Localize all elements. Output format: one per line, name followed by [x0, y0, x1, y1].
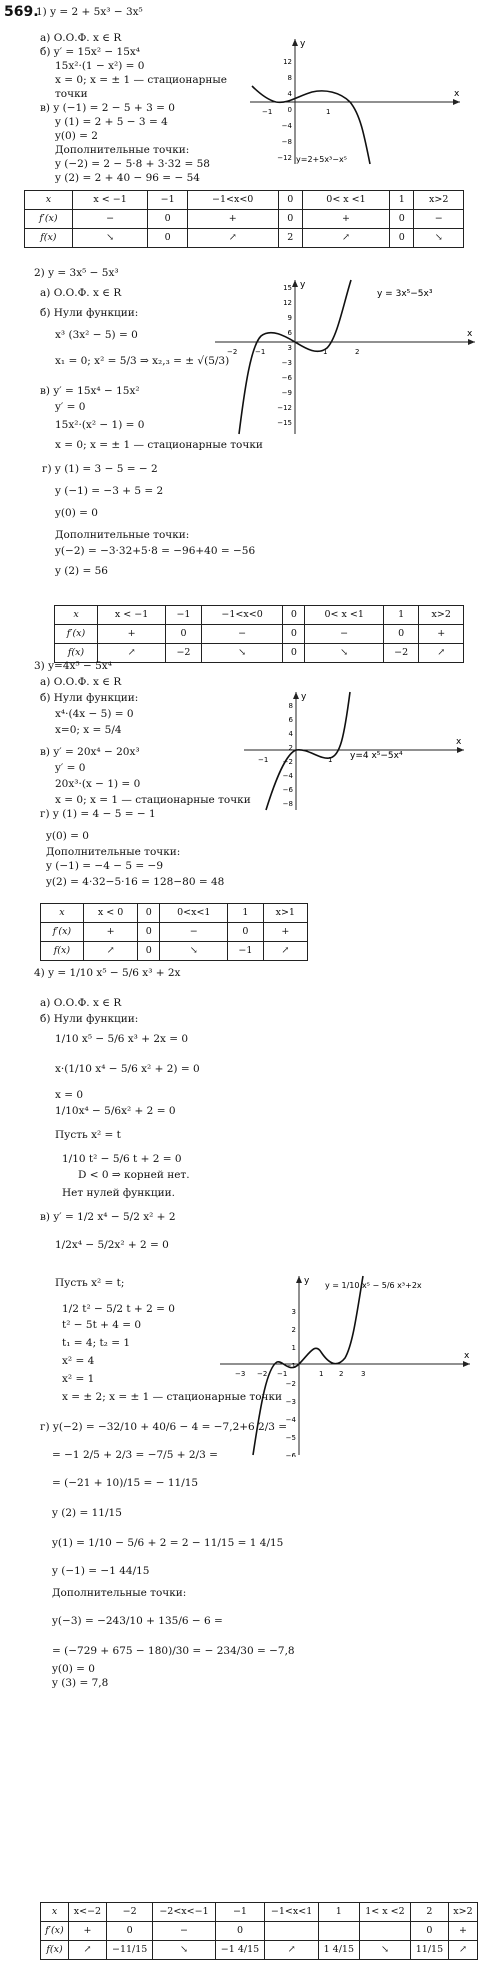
p3-cell: ↗: [83, 942, 138, 961]
p4-ytick: −4: [285, 1416, 296, 1424]
p4-ytick: −6: [285, 1452, 296, 1457]
p4-curve: [253, 1276, 366, 1455]
p4-xtick: 2: [339, 1370, 344, 1378]
p1-row: [25, 191, 464, 210]
p1-cell: −1: [148, 191, 187, 210]
p2-cell: −: [201, 625, 283, 644]
p4-line: t₁ = 4; t₂ = 1: [62, 1337, 131, 1349]
p4-cell: x>2: [448, 1903, 477, 1922]
p4-xtick: −2: [257, 1370, 268, 1378]
p1-line: y (−2) = 2 − 5·8 + 3·32 = 58: [55, 158, 210, 170]
p3-cell: −: [160, 923, 228, 942]
p1-curve: [252, 86, 370, 164]
p1-axis-x: x: [454, 89, 460, 99]
p3-line: x = 0; x = 1 — стационарные точки: [55, 794, 251, 806]
p2-graph: [205, 276, 483, 436]
p4-line: y(0) = 0: [52, 1663, 95, 1675]
p4-cell: f(x): [41, 1941, 69, 1960]
p2-cell: ↘: [201, 644, 283, 663]
p3-ytick: 8: [288, 702, 293, 710]
p4-line: Пусть x² = t;: [55, 1277, 125, 1289]
p4-cell: 0: [411, 1922, 449, 1941]
p1-cell: f(x): [25, 229, 73, 248]
p2-line: y (−1) = −3 + 5 = 2: [55, 485, 164, 497]
p1-cell: 1: [390, 191, 414, 210]
p2-line: x = 0; x = ± 1 — стационарные точки: [55, 439, 263, 451]
p1-cell: 0: [148, 229, 187, 248]
p2-ytick: 9: [287, 314, 292, 322]
p4-line: Нет нулей функции.: [62, 1187, 175, 1199]
p3-cell: 0<x<1: [160, 904, 228, 923]
p1-ytick: 4: [287, 90, 292, 98]
p2-xtick: 1: [323, 348, 328, 356]
p4-line: y(−3) = −243/10 + 135/6 − 6 =: [52, 1615, 223, 1627]
p2-cell: 0: [283, 625, 305, 644]
p1-row: [25, 229, 464, 248]
p2-cell: 0: [166, 625, 202, 644]
p4-cell: x<−2: [69, 1903, 107, 1922]
p4-cell: −2: [106, 1903, 153, 1922]
p3-graph: [236, 688, 471, 813]
p4-sign-table: [40, 1902, 478, 1960]
p1-cell: ↘: [72, 229, 148, 248]
p2-line: в) y′ = 15x⁴ − 15x²: [40, 385, 140, 397]
p2-cell: x: [55, 606, 98, 625]
p2-cell: ↗: [98, 644, 166, 663]
p4-line: = (−21 + 10)/15 = − 11/15: [52, 1477, 199, 1489]
p3-line: x⁴·(4x − 5) = 0: [55, 708, 134, 720]
problem-number: 569.: [4, 4, 39, 20]
p4-line: Пусть x² = t: [55, 1129, 121, 1141]
p2-sign-table: [54, 605, 464, 663]
p4-cell: 0: [106, 1922, 153, 1941]
p4-cell: −2<x<−1: [153, 1903, 215, 1922]
p4-cell: 0: [215, 1922, 265, 1941]
p4-line: D < 0 ⇒ корней нет.: [78, 1169, 190, 1181]
p1-cell: 0: [278, 191, 302, 210]
p1-line: 15x²·(1 − x²) = 0: [55, 60, 145, 72]
p2-line: x³ (3x² − 5) = 0: [55, 329, 138, 341]
p3-line: в) y′ = 20x⁴ − 20x³: [40, 746, 140, 758]
p3-cell: x < 0: [83, 904, 138, 923]
p3-cell: 0: [138, 904, 160, 923]
p4-cell: +: [69, 1922, 107, 1941]
p2-ytick: 15: [283, 284, 292, 292]
p1-cell: 0< x <1: [302, 191, 389, 210]
p4-cell: [318, 1922, 359, 1941]
p4-line: Дополнительные точки:: [52, 1587, 187, 1599]
p1-line: точки: [55, 88, 88, 100]
p2-cell: −1<x<0: [201, 606, 283, 625]
p4-xtick: −3: [235, 1370, 246, 1378]
p1-cell: x>2: [414, 191, 464, 210]
p1-cell: ↗: [187, 229, 278, 248]
p2-cell: −2: [166, 644, 202, 663]
p3-cell: +: [263, 923, 307, 942]
p2-row: [55, 606, 464, 625]
p4-cell: −: [153, 1922, 215, 1941]
p1-line: 1) y = 2 + 5x³ − 3x⁵: [36, 6, 143, 18]
p1-line: x = 0; x = ± 1 — стационарные: [55, 74, 227, 86]
p1-cell: f′(x): [25, 210, 73, 229]
p2-axis-y: y: [300, 280, 306, 290]
p2-line: г) y (1) = 3 − 5 = − 2: [42, 463, 158, 475]
p2-line: Дополнительные точки:: [55, 529, 190, 541]
p4-cell: 1 4/15: [318, 1941, 359, 1960]
p1-xtick: 1: [326, 108, 331, 116]
p4-line: 1/10x⁴ − 5/6x² + 2 = 0: [55, 1105, 176, 1117]
p4-cell: x: [41, 1903, 69, 1922]
p3-line: г) y (1) = 4 − 5 = − 1: [40, 808, 156, 820]
p3-ytick: −4: [282, 772, 293, 780]
p4-line: x·(1/10 x⁴ − 5/6 x² + 2) = 0: [55, 1063, 200, 1075]
p3-cell: ↗: [263, 942, 307, 961]
p2-ytick: −6: [281, 374, 292, 382]
p3-row: [41, 942, 308, 961]
p4-cell: +: [448, 1922, 477, 1941]
p3-line: б) Нули функции:: [40, 692, 139, 704]
p3-ytick: −8: [282, 800, 293, 808]
p1-line: y (2) = 2 + 40 − 96 = − 54: [55, 172, 200, 184]
p1-line: а) О.О.Ф. x ∈ R: [40, 32, 122, 44]
p3-cell: ↘: [160, 942, 228, 961]
p4-line: y (−1) = −1 44/15: [52, 1565, 150, 1577]
p2-ytick: 6: [287, 329, 292, 337]
p3-cell: f′(x): [41, 923, 84, 942]
p2-line: 15x²·(x² − 1) = 0: [55, 419, 145, 431]
p4-cell: −1<x<1: [265, 1903, 318, 1922]
p2-line: б) Нули функции:: [40, 307, 139, 319]
p4-cell: 1: [318, 1903, 359, 1922]
p4-line: = (−729 + 675 − 180)/30 = − 234/30 = −7,8: [52, 1645, 295, 1657]
p2-ytick: −3: [281, 359, 292, 367]
p2-cell: f′(x): [55, 625, 98, 644]
p4-row: [41, 1941, 478, 1960]
p1-cell: 0: [148, 210, 187, 229]
p4-ytick: −1: [285, 1362, 296, 1370]
p2-cell: +: [98, 625, 166, 644]
p4-line: = −1 2/5 + 2/3 = −7/5 + 2/3 =: [52, 1449, 218, 1461]
p2-line: y(0) = 0: [55, 507, 98, 519]
p1-cell: 2: [278, 229, 302, 248]
p1-line: б) y′ = 15x² − 15x⁴: [40, 46, 141, 58]
p1-ytick: 12: [283, 58, 292, 66]
p3-line: Дополнительные точки:: [46, 846, 181, 858]
p4-cell: 11/15: [411, 1941, 449, 1960]
p2-ytick: −15: [277, 419, 292, 427]
p3-y-arrow: [293, 692, 299, 699]
p4-line: 1/10 t² − 5/6 t + 2 = 0: [62, 1153, 182, 1165]
p4-line: x = ± 2; x = ± 1 — стационарные точки: [62, 1391, 283, 1403]
p3-line: y(0) = 0: [46, 830, 89, 842]
p4-cell: −1 4/15: [215, 1941, 265, 1960]
p1-line: Дополнительные точки:: [55, 144, 190, 156]
p2-cell: −1: [166, 606, 202, 625]
p2-xtick: 2: [355, 348, 360, 356]
p2-cell: 0< x <1: [305, 606, 383, 625]
p3-line: x=0; x = 5/4: [55, 724, 122, 736]
p3-line: 20x³·(x − 1) = 0: [55, 778, 141, 790]
p4-graph-label: y = 1/10 x⁵ − 5/6 x³+2x: [325, 1281, 422, 1290]
p2-ytick: 12: [283, 299, 292, 307]
p4-cell: ↘: [359, 1941, 410, 1960]
p4-line: x = 0: [55, 1089, 84, 1101]
p3-cell: x>1: [263, 904, 307, 923]
p2-cell: f(x): [55, 644, 98, 663]
p2-line: y′ = 0: [55, 401, 86, 413]
p2-graph-label: y = 3x⁵−5x³: [377, 289, 433, 299]
p4-line: 1/2x⁴ − 5/2x² + 2 = 0: [55, 1239, 169, 1251]
p4-cell: [359, 1922, 410, 1941]
p3-xtick: −1: [258, 756, 269, 764]
p2-cell: x>2: [419, 606, 464, 625]
p4-ytick: 1: [291, 1344, 296, 1352]
p3-cell: 0: [138, 923, 160, 942]
p2-cell: −: [305, 625, 383, 644]
p4-cell: 1< x <2: [359, 1903, 410, 1922]
p3-ytick: −2: [282, 758, 293, 766]
p4-line: 4) y = 1/10 x⁵ − 5/6 x³ + 2x: [34, 967, 181, 979]
p3-line: y(2) = 4·32−5·16 = 128−80 = 48: [46, 876, 225, 888]
p3-line: а) О.О.Ф. x ∈ R: [40, 676, 122, 688]
p2-ytick: 3: [287, 344, 292, 352]
p2-ytick: −9: [281, 389, 292, 397]
p3-cell: 0: [228, 923, 263, 942]
p4-cell: f′(x): [41, 1922, 69, 1941]
p1-cell: 0: [278, 210, 302, 229]
p4-row: [41, 1922, 478, 1941]
p4-cell: ↗: [448, 1941, 477, 1960]
p2-ytick: −12: [277, 404, 292, 412]
p2-line: а) О.О.Ф. x ∈ R: [40, 287, 122, 299]
p1-ytick: −4: [281, 122, 292, 130]
p2-x-arrow: [468, 339, 475, 345]
p3-ytick: 4: [288, 730, 293, 738]
p1-cell: x < −1: [72, 191, 148, 210]
p4-ytick: 3: [291, 1308, 296, 1316]
p1-cell: +: [187, 210, 278, 229]
p4-graph: [215, 1272, 475, 1457]
p4-xtick: 3: [361, 1370, 366, 1378]
p1-graph: [240, 34, 465, 169]
p1-cell: x: [25, 191, 73, 210]
p2-axis-x: x: [467, 329, 473, 339]
p3-ytick: 6: [288, 716, 293, 724]
p4-ytick: 2: [291, 1326, 296, 1334]
p2-cell: +: [419, 625, 464, 644]
p1-line: y (1) = 2 + 5 − 3 = 4: [55, 116, 168, 128]
p2-cell: 1: [383, 606, 419, 625]
p2-line: y (2) = 56: [55, 565, 108, 577]
p4-ytick: −2: [285, 1380, 296, 1388]
p3-curve: [266, 692, 350, 810]
p3-cell: +: [83, 923, 138, 942]
p3-x-arrow: [457, 747, 464, 753]
p1-xtick: −1: [262, 108, 273, 116]
p4-line: y(1) = 1/10 − 5/6 + 2 = 2 − 11/15 = 1 4/15: [52, 1537, 284, 1549]
p3-cell: x: [41, 904, 84, 923]
p4-cell: ↗: [265, 1941, 318, 1960]
p4-cell: ↗: [69, 1941, 107, 1960]
p1-cell: 0: [390, 229, 414, 248]
p4-cell: −1: [215, 1903, 265, 1922]
p4-line: а) О.О.Ф. x ∈ R: [40, 997, 122, 1009]
p4-axis-x: x: [464, 1351, 470, 1361]
p1-sign-table: [24, 190, 464, 248]
p4-row: [41, 1903, 478, 1922]
p1-axis-y: y: [300, 39, 306, 49]
p4-ytick: −3: [285, 1398, 296, 1406]
p4-line: б) Нули функции:: [40, 1013, 139, 1025]
p1-ytick: 8: [287, 74, 292, 82]
p4-line: x² = 1: [62, 1373, 95, 1385]
p4-line: y (2) = 11/15: [52, 1507, 122, 1519]
p3-sign-table: [40, 903, 308, 961]
p1-ytick: −8: [281, 138, 292, 146]
p2-line: x₁ = 0; x² = 5/3 ⇒ x₂,₃ = ± √(5/3): [55, 355, 230, 367]
p3-ytick: −6: [282, 786, 293, 794]
p1-cell: 0: [390, 210, 414, 229]
p4-xtick: −1: [277, 1370, 288, 1378]
p2-row: [55, 644, 464, 663]
p3-line: y (−1) = −4 − 5 = −9: [46, 860, 163, 872]
p2-cell: 0: [283, 606, 305, 625]
p4-line: г) y(−2) = −32/10 + 40/6 − 4 = −7,2+6 2/3 =: [40, 1421, 288, 1433]
p4-axis-y: y: [304, 1276, 310, 1286]
p4-ytick: −5: [285, 1434, 296, 1442]
p3-cell: 0: [138, 942, 160, 961]
p3-xtick: 1: [328, 756, 333, 764]
p2-line: y(−2) = −3·32+5·8 = −96+40 = −56: [55, 545, 256, 557]
p4-line: 1/10 x⁵ − 5/6 x³ + 2x = 0: [55, 1033, 189, 1045]
p4-cell: −11/15: [106, 1941, 153, 1960]
p2-cell: x < −1: [98, 606, 166, 625]
p3-cell: 1: [228, 904, 263, 923]
p4-line: x² = 4: [62, 1355, 95, 1367]
p1-cell: −: [414, 210, 464, 229]
p1-row: [25, 210, 464, 229]
p2-cell: −2: [383, 644, 419, 663]
p3-line: y′ = 0: [55, 762, 86, 774]
p1-graph-label: y=2+5x³−x⁵: [296, 155, 347, 164]
p4-line: 1/2 t² − 5/2 t + 2 = 0: [62, 1303, 175, 1315]
p3-cell: f(x): [41, 942, 84, 961]
p1-ytick: 0: [287, 106, 292, 114]
p4-x-arrow: [463, 1361, 470, 1367]
p1-cell: ↗: [302, 229, 389, 248]
p4-line: y (3) = 7,8: [52, 1677, 109, 1689]
p2-cell: ↗: [419, 644, 464, 663]
p3-row: [41, 904, 308, 923]
p3-row: [41, 923, 308, 942]
p2-xtick: −2: [227, 348, 238, 356]
p4-cell: [265, 1922, 318, 1941]
p4-line: t² − 5t + 4 = 0: [62, 1319, 142, 1331]
p1-line: y(0) = 2: [55, 130, 98, 142]
p3-axis-y: y: [301, 692, 307, 702]
p1-cell: +: [302, 210, 389, 229]
p3-line: 3) y=4x⁵ − 5x⁴: [34, 660, 112, 672]
p2-line: 2) y = 3x⁵ − 5x³: [34, 267, 119, 279]
p3-cell: −1: [228, 942, 263, 961]
p3-ytick: 2: [288, 744, 293, 752]
p4-line: в) y′ = 1/2 x⁴ − 5/2 x² + 2: [40, 1211, 176, 1223]
p2-xtick: −1: [255, 348, 266, 356]
p4-xtick: 1: [319, 1370, 324, 1378]
p4-y-arrow: [296, 1276, 302, 1283]
p4-cell: 2: [411, 1903, 449, 1922]
p1-ytick: −12: [277, 154, 292, 162]
p1-line: в) y (−1) = 2 − 5 + 3 = 0: [40, 102, 175, 114]
p3-axis-x: x: [456, 737, 462, 747]
p1-y-arrow: [292, 39, 298, 46]
p2-cell: ↘: [305, 644, 383, 663]
p2-cell: 0: [283, 644, 305, 663]
p2-cell: 0: [383, 625, 419, 644]
p2-y-arrow: [292, 280, 298, 287]
p4-cell: ↘: [153, 1941, 215, 1960]
p1-cell: ↘: [414, 229, 464, 248]
p1-cell: −: [72, 210, 148, 229]
p1-cell: −1<x<0: [187, 191, 278, 210]
p3-graph-label: y=4 x⁵−5x⁴: [350, 751, 403, 761]
p1-x-arrow: [453, 99, 460, 105]
p2-row: [55, 625, 464, 644]
